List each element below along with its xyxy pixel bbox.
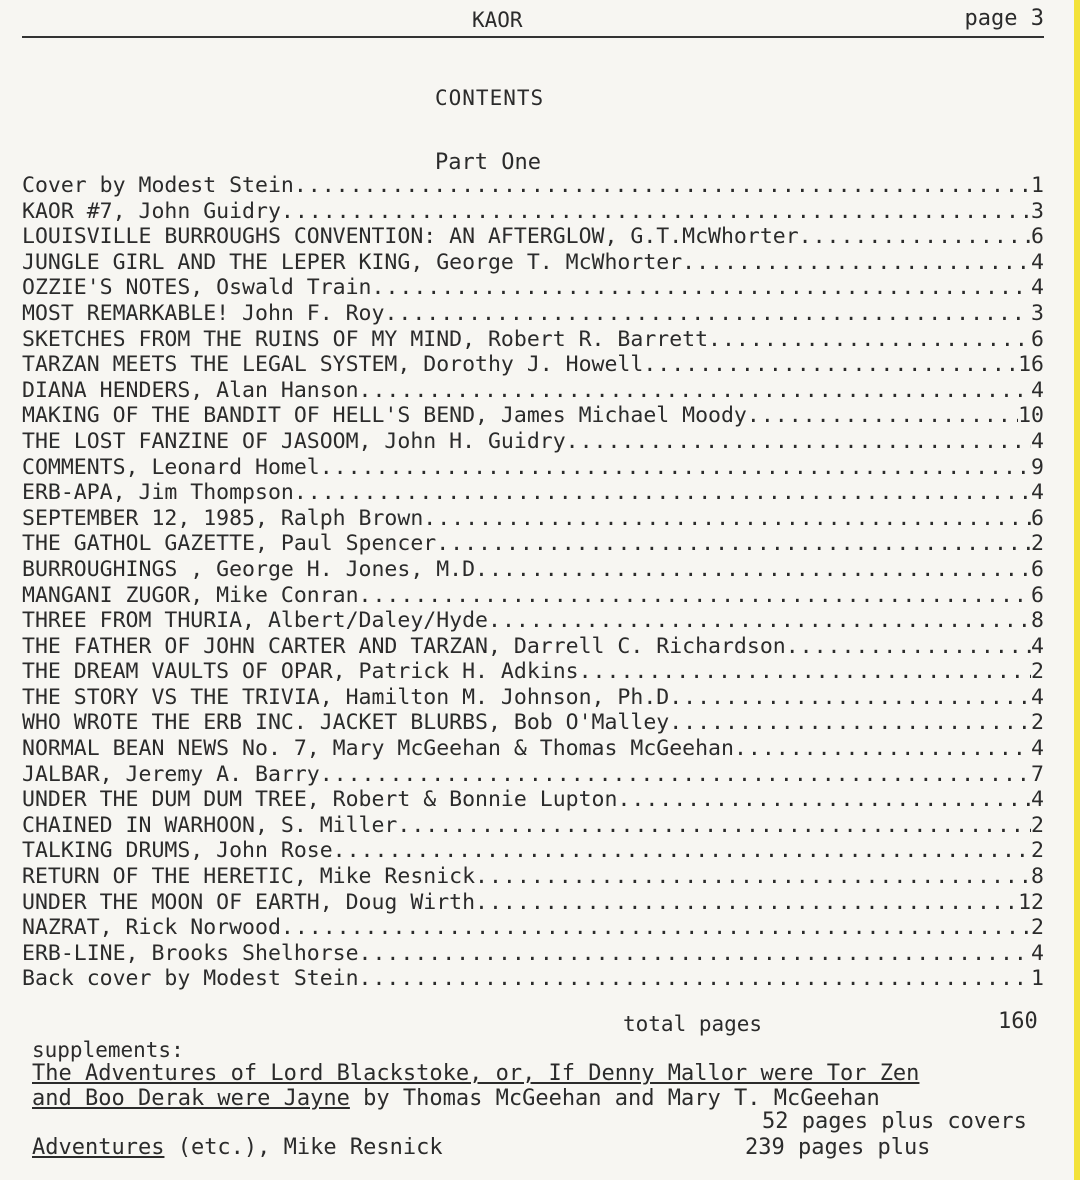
toc-entry-title: Cover by Modest Stein bbox=[22, 173, 294, 198]
toc-entry bbox=[22, 327, 1044, 353]
toc-entry-pages: 2 bbox=[1031, 915, 1044, 941]
toc-entry-pages: 6 bbox=[1031, 582, 1044, 608]
toc-entry-title: RETURN OF THE HERETIC, Mike Resnick bbox=[22, 864, 476, 890]
toc-entry-title: Back cover by Modest Stein bbox=[22, 966, 359, 992]
toc-entry bbox=[22, 583, 1044, 609]
toc-entry-pages: 4 bbox=[1031, 940, 1044, 966]
toc-entry-title: ERB-APA, Jim Thompson bbox=[22, 480, 294, 506]
toc-entry bbox=[22, 506, 1044, 532]
toc-entry-title: TALKING DRUMS, John Rose bbox=[22, 838, 333, 864]
toc-entry-pages: 2 bbox=[1031, 531, 1044, 557]
toc-entry bbox=[22, 275, 1044, 301]
toc-entry-pages: 9 bbox=[1031, 454, 1044, 480]
toc-entry-pages: 12 bbox=[1018, 889, 1044, 915]
supplements-label: supplements: bbox=[32, 1038, 184, 1062]
toc-entry-leader bbox=[294, 173, 1031, 199]
total-pages-value: 160 bbox=[998, 1009, 1038, 1034]
toc-entry-title: DIANA HENDERS, Alan Hanson bbox=[22, 377, 359, 403]
toc-entry-pages: 4 bbox=[1031, 428, 1044, 454]
toc-entry bbox=[22, 736, 1044, 762]
toc-entry-title: BURROUGHINGS , George H. Jones, M.D bbox=[22, 556, 476, 582]
toc-entry-leader bbox=[617, 787, 1031, 813]
toc-entry-leader bbox=[333, 838, 1031, 864]
toc-entry bbox=[22, 838, 1044, 864]
toc-entry-pages: 2 bbox=[1031, 812, 1044, 838]
toc-entry-pages: 6 bbox=[1031, 224, 1044, 250]
toc-entry-pages: 2 bbox=[1031, 838, 1044, 864]
toc-entry-pages: 4 bbox=[1031, 275, 1044, 301]
toc-entry-pages: 3 bbox=[1031, 198, 1044, 224]
toc-entry-title: NORMAL BEAN NEWS No. 7, Mary McGeehan & Thomas McGeehan bbox=[22, 736, 734, 762]
supplement-1-pages: 52 pages plus covers bbox=[762, 1109, 1027, 1134]
toc-entry-leader bbox=[669, 710, 1031, 736]
toc-entry-title: THREE FROM THURIA, Albert/Daley/Hyde bbox=[22, 608, 488, 634]
toc-entry-title: MOST REMARKABLE! John F. Roy bbox=[22, 300, 385, 326]
toc-entry-pages: 16 bbox=[1018, 352, 1044, 378]
toc-entry-leader bbox=[488, 608, 1031, 634]
toc-entry bbox=[22, 531, 1044, 557]
toc-entry-title: SKETCHES FROM THE RUINS OF MY MIND, Robert R. Barrett bbox=[22, 326, 709, 352]
toc-entry bbox=[22, 403, 1044, 429]
toc-entry-leader bbox=[294, 480, 1031, 506]
toc-entry-leader bbox=[475, 890, 1018, 916]
supplement-2 bbox=[32, 1135, 443, 1160]
toc-entry bbox=[22, 224, 1044, 250]
toc-entry-pages: 1 bbox=[1031, 966, 1044, 992]
toc-entry-leader bbox=[566, 429, 1031, 455]
toc-entry-leader bbox=[708, 327, 1031, 353]
toc-entry bbox=[22, 429, 1044, 455]
toc-entry bbox=[22, 787, 1044, 813]
toc-entry-leader bbox=[359, 941, 1032, 967]
toc-entry-title: THE STORY VS THE TRIVIA, Hamilton M. Johnson, Ph.D bbox=[22, 684, 670, 710]
toc-entry-leader bbox=[734, 736, 1031, 762]
supplement-2-pages: 239 pages plus bbox=[745, 1135, 931, 1160]
toc-entry-leader bbox=[682, 250, 1031, 276]
supplement-2-author: (etc.), Mike Resnick bbox=[164, 1135, 443, 1160]
toc-entry bbox=[22, 762, 1044, 788]
toc-entry bbox=[22, 480, 1044, 506]
toc-entry-pages: 2 bbox=[1031, 710, 1044, 736]
toc-entry bbox=[22, 199, 1044, 225]
toc-entry-leader bbox=[320, 455, 1031, 481]
toc-entry-pages: 8 bbox=[1031, 608, 1044, 634]
toc-entry bbox=[22, 941, 1044, 967]
toc-entry bbox=[22, 864, 1044, 890]
supplement-1-authors: by Thomas McGeehan and Mary T. McGeehan bbox=[349, 1086, 880, 1111]
toc-entry-leader bbox=[475, 864, 1031, 890]
supplement-1-line2 bbox=[32, 1086, 880, 1111]
toc-entry-leader bbox=[281, 915, 1031, 941]
toc-entry-pages: 6 bbox=[1031, 326, 1044, 352]
toc-entry-pages: 4 bbox=[1031, 249, 1044, 275]
toc-entry-leader bbox=[384, 301, 1031, 327]
toc-entry-leader bbox=[320, 762, 1031, 788]
part-heading: Part One bbox=[435, 150, 541, 175]
page-number: page 3 bbox=[964, 6, 1044, 31]
toc-entry-title: THE DREAM VAULTS OF OPAR, Patrick H. Adkins bbox=[22, 659, 579, 685]
toc-entry-title: MAKING OF THE BANDIT OF HELL'S BEND, James Michael Moody bbox=[22, 403, 747, 429]
toc-entry bbox=[22, 659, 1044, 685]
toc-entry bbox=[22, 634, 1044, 660]
toc-entry bbox=[22, 173, 1044, 199]
toc-entry bbox=[22, 557, 1044, 583]
toc-entry bbox=[22, 608, 1044, 634]
toc-entry-leader bbox=[669, 685, 1031, 711]
toc-entry bbox=[22, 710, 1044, 736]
toc-entry-title: UNDER THE DUM DUM TREE, Robert & Bonnie Lupton bbox=[22, 787, 618, 813]
toc-entry-leader bbox=[372, 275, 1032, 301]
toc-entry-title: MANGANI ZUGOR, Mike Conran bbox=[22, 582, 359, 608]
zine-title: KAOR bbox=[472, 8, 523, 32]
toc-entry bbox=[22, 966, 1044, 992]
toc-entry-title: THE FATHER OF JOHN CARTER AND TARZAN, Darrell C. Richardson bbox=[22, 633, 786, 659]
supplement-1-title-cont: and Boo Derak were Jayne bbox=[32, 1086, 350, 1111]
page-header bbox=[22, 4, 1044, 38]
toc-entry-leader bbox=[359, 378, 1032, 404]
toc-entry-pages: 4 bbox=[1031, 684, 1044, 710]
toc-entry-leader bbox=[747, 403, 1018, 429]
toc-entry-leader bbox=[423, 506, 1031, 532]
toc-entry-leader bbox=[643, 352, 1018, 378]
total-pages-label: total pages bbox=[623, 1012, 763, 1036]
toc-entry bbox=[22, 352, 1044, 378]
toc-entry-pages: 3 bbox=[1031, 300, 1044, 326]
supplement-1-title: The Adventures of Lord Blackstoke, or, If Denny Mallor were Tor Zen bbox=[32, 1061, 920, 1086]
page-edge bbox=[1074, 0, 1080, 1180]
toc-entry bbox=[22, 813, 1044, 839]
toc-entry bbox=[22, 301, 1044, 327]
toc-entry-title: ERB-LINE, Brooks Shelhorse bbox=[22, 940, 359, 966]
toc-entry-leader bbox=[359, 966, 1032, 992]
toc-entry-pages: 4 bbox=[1031, 480, 1044, 506]
toc-entry-pages: 8 bbox=[1031, 864, 1044, 890]
toc-entry-pages: 7 bbox=[1031, 761, 1044, 787]
toc-entry-leader bbox=[281, 199, 1031, 225]
toc-entry-title: THE GATHOL GAZETTE, Paul Spencer bbox=[22, 531, 437, 557]
toc-entry-title: LOUISVILLE BURROUGHS CONVENTION: AN AFTERGLOW, G.T.McWhorter bbox=[22, 224, 799, 250]
toc-entry-title: UNDER THE MOON OF EARTH, Doug Wirth bbox=[22, 889, 476, 915]
toc-entry-pages: 10 bbox=[1018, 403, 1044, 429]
toc-entry-leader bbox=[786, 634, 1031, 660]
toc-entry-pages: 4 bbox=[1031, 377, 1044, 403]
toc-entry bbox=[22, 915, 1044, 941]
toc-entry-title: JUNGLE GIRL AND THE LEPER KING, George T. McWhorter bbox=[22, 249, 683, 275]
toc-entry-pages: 2 bbox=[1031, 659, 1044, 685]
toc-entry-pages: 6 bbox=[1031, 556, 1044, 582]
toc-entry-title: OZZIE'S NOTES, Oswald Train bbox=[22, 275, 372, 301]
toc-entry-title: SEPTEMBER 12, 1985, Ralph Brown bbox=[22, 505, 424, 531]
toc-entry-leader bbox=[359, 583, 1032, 609]
toc-entry-title: THE LOST FANZINE OF JASOOM, John H. Guidry bbox=[22, 428, 566, 454]
toc-entry bbox=[22, 890, 1044, 916]
toc-entry-pages: 6 bbox=[1031, 505, 1044, 531]
toc-entry-pages: 4 bbox=[1031, 787, 1044, 813]
toc-entry-leader bbox=[475, 557, 1031, 583]
toc-entry bbox=[22, 378, 1044, 404]
toc-entry-title: WHO WROTE THE ERB INC. JACKET BLURBS, Bob O'Malley bbox=[22, 710, 670, 736]
toc-entry-title: CHAINED IN WARHOON, S. Miller bbox=[22, 812, 398, 838]
supplement-2-title: Adventures bbox=[32, 1135, 165, 1160]
toc-entry-leader bbox=[436, 531, 1031, 557]
toc-entry-title: COMMENTS, Leonard Homel bbox=[22, 454, 320, 480]
toc-entry-title: TARZAN MEETS THE LEGAL SYSTEM, Dorothy J. Howell bbox=[22, 352, 644, 378]
toc-entry bbox=[22, 685, 1044, 711]
toc-entry-leader bbox=[397, 813, 1031, 839]
contents-heading: CONTENTS bbox=[435, 86, 545, 110]
toc-entry bbox=[22, 455, 1044, 481]
toc-entry-pages: 1 bbox=[1031, 173, 1044, 198]
toc-entry-leader bbox=[579, 659, 1031, 685]
toc-entry-leader bbox=[799, 224, 1031, 250]
toc-entry-title: KAOR #7, John Guidry bbox=[22, 198, 281, 224]
contents-list bbox=[22, 173, 1044, 992]
toc-entry-pages: 4 bbox=[1031, 633, 1044, 659]
toc-entry-title: JALBAR, Jeremy A. Barry bbox=[22, 761, 320, 787]
toc-entry-title: NAZRAT, Rick Norwood bbox=[22, 915, 281, 941]
toc-entry-pages: 4 bbox=[1031, 736, 1044, 762]
toc-entry bbox=[22, 250, 1044, 276]
